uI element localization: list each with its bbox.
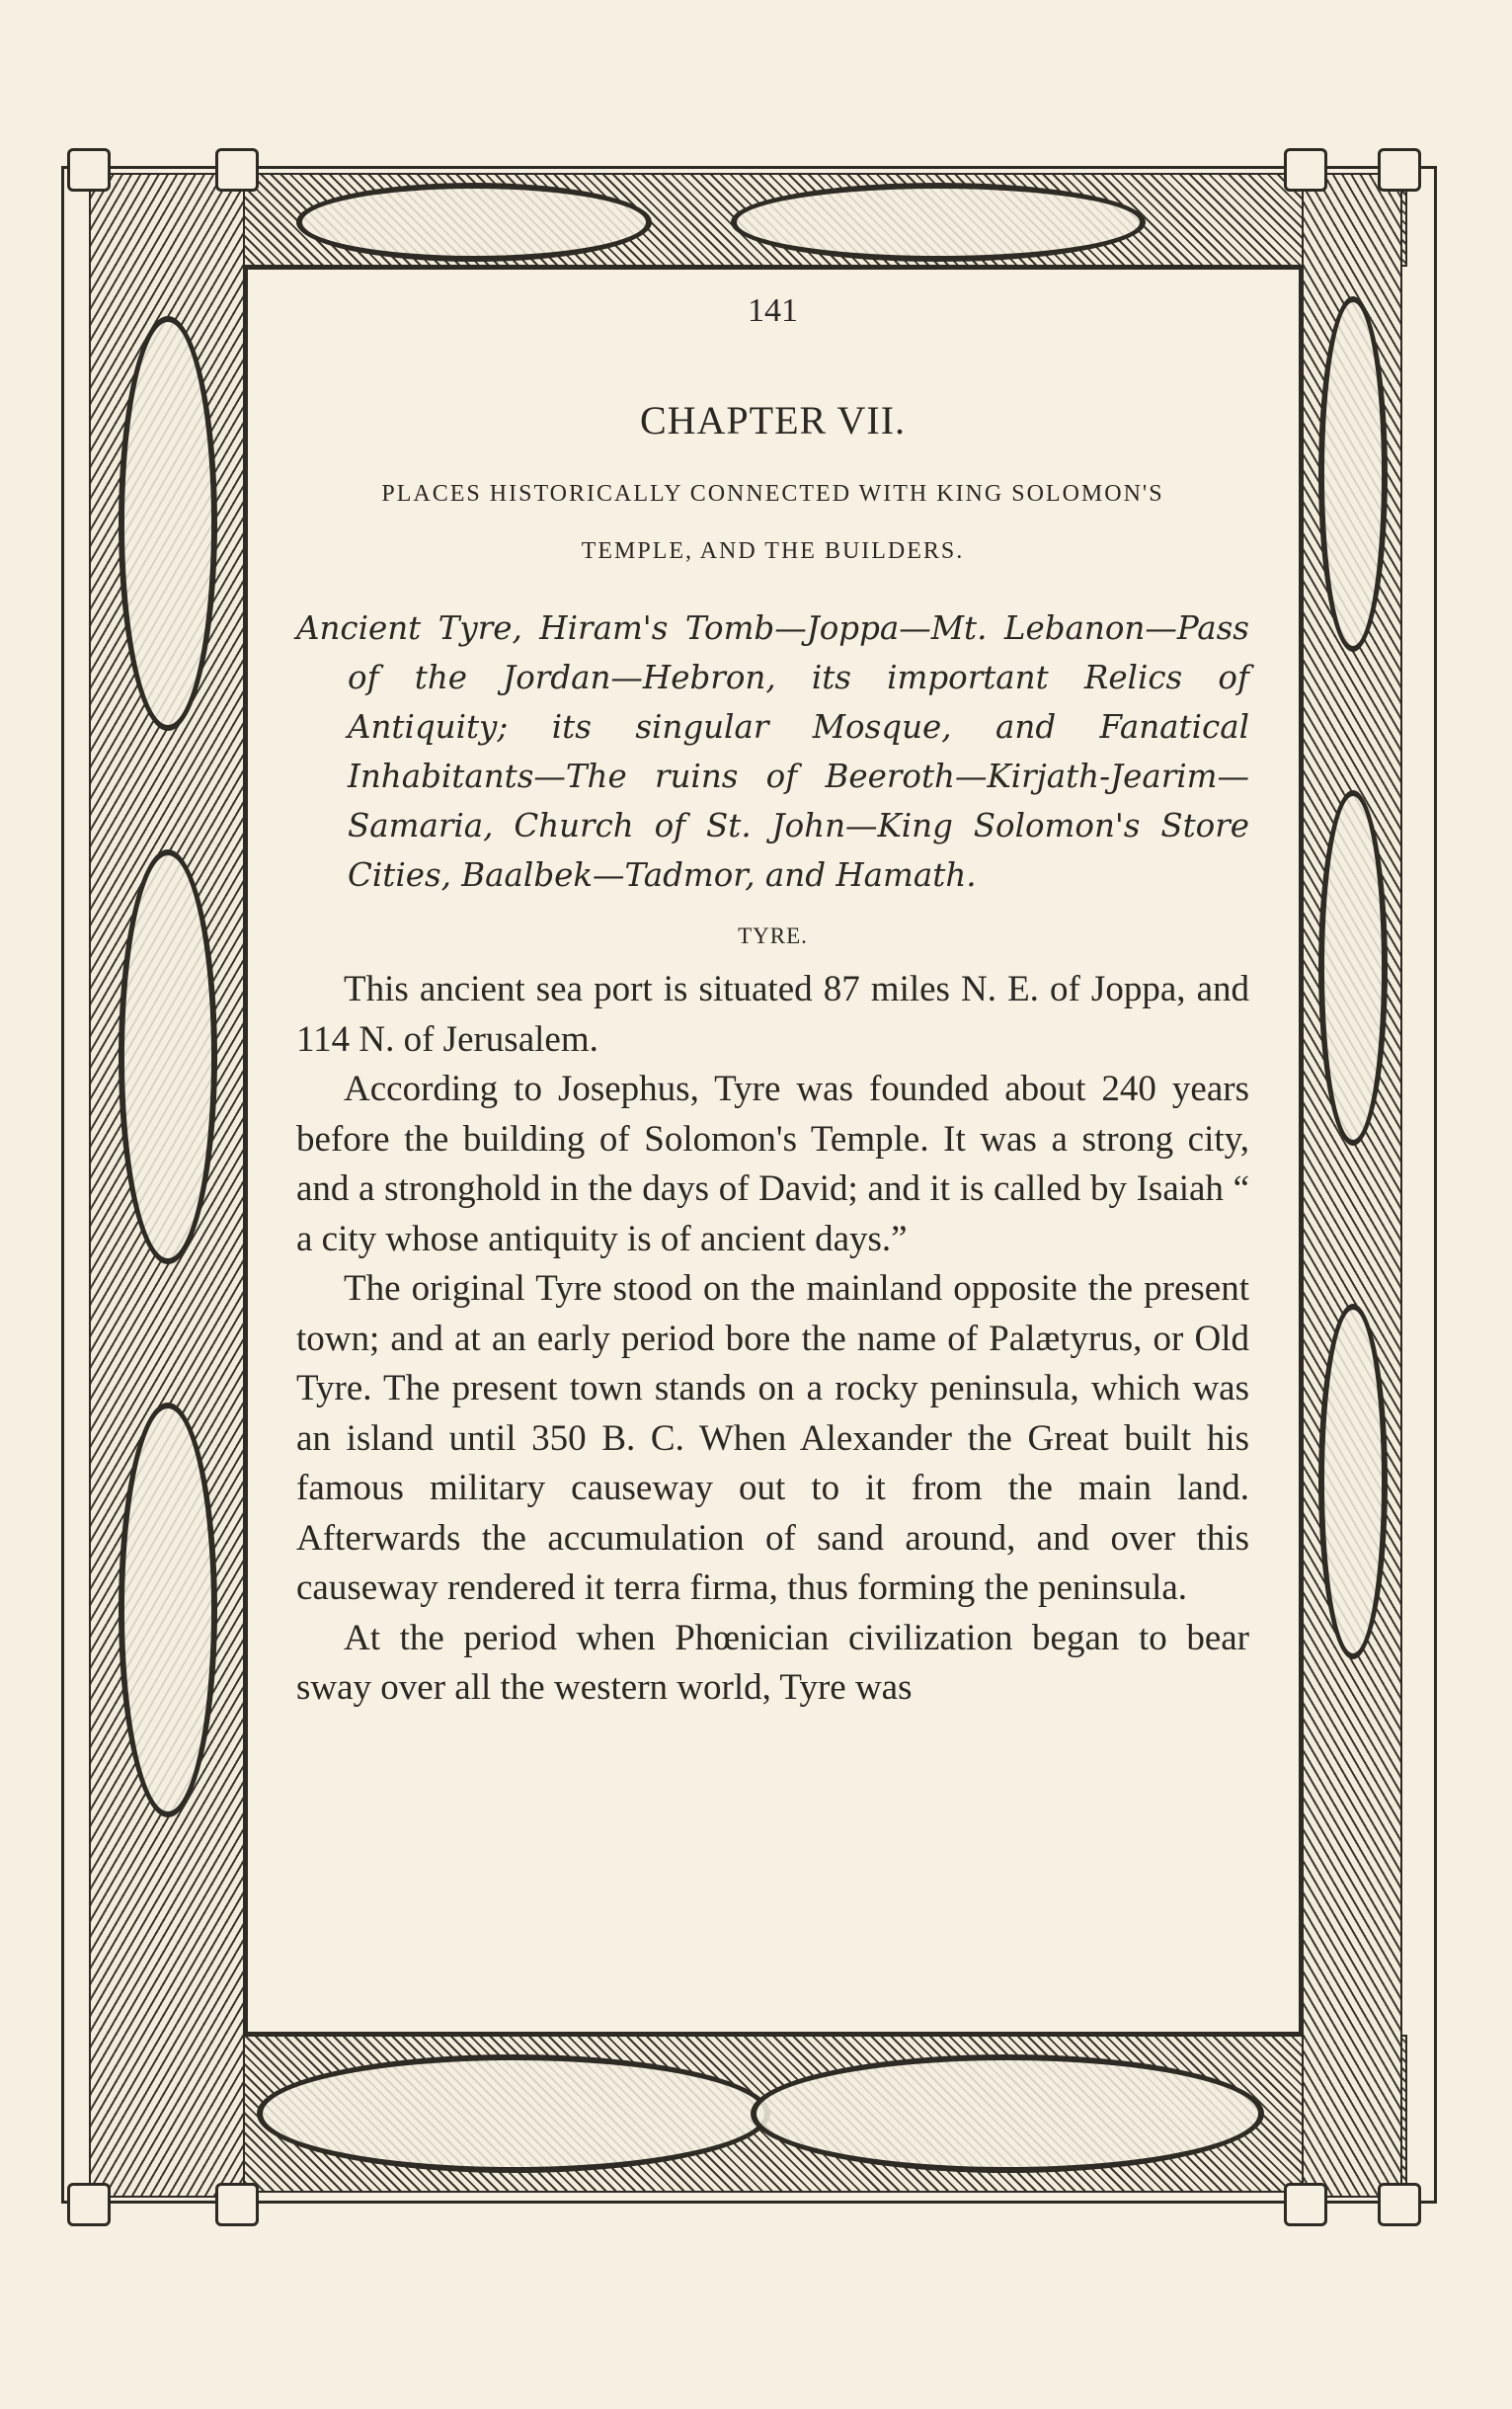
corner-ornament-icon bbox=[215, 148, 259, 192]
page-number: 141 bbox=[748, 292, 798, 329]
vine-ornament-icon bbox=[119, 316, 217, 731]
body-paragraph: At the period when Phœnician civilization began to bear sway over all the western world, Tyre was bbox=[296, 1617, 1249, 1708]
vine-ornament-icon bbox=[731, 183, 1146, 262]
body-paragraph: The original Tyre stood on the mainland opposite the present town; and at an early period bore the name of Palætyrus, or Old Tyre. The present town stands on a rocky peninsula, which was an island until 350 B. C. When Alexander the Great built his famous military causeway out to it from the main land. Afterwards the accumulation of sand around, and over this causeway rendered it terra firma, thus forming the peninsula. bbox=[296, 1268, 1249, 1608]
corner-ornament-icon bbox=[1378, 148, 1421, 192]
corner-ornament-icon bbox=[67, 148, 111, 192]
page-content bbox=[296, 291, 1249, 1714]
corner-ornament-icon bbox=[67, 2183, 111, 2226]
chapter-summary: Ancient Tyre, Hiram's Tomb—Joppa—Mt. Lebanon—Pass of the Jordan—Hebron, its important Relics of Antiquity; its singular Mosque, and Fanatical Inhabitants—The ruins of Beeroth—Kirjath-Jearim—Samaria, Church of St. John—King Solomon's Store Cities, Baalbek—Tadmor, and Hamath. bbox=[296, 609, 1249, 894]
vine-ornament-icon bbox=[296, 183, 652, 262]
corner-ornament-icon bbox=[215, 2183, 259, 2226]
corner-ornament-icon bbox=[1284, 2183, 1327, 2226]
vine-ornament-icon bbox=[119, 1403, 217, 1817]
vine-ornament-icon bbox=[1318, 790, 1388, 1146]
chapter-subtitle bbox=[296, 465, 1249, 580]
vine-ornament-icon bbox=[1318, 1304, 1388, 1659]
vine-ornament-icon bbox=[1318, 296, 1388, 652]
section-heading: TYRE. bbox=[738, 923, 808, 948]
body-paragraph: According to Josephus, Tyre was founded about 240 years before the building of Solomon's Temple. It was a strong city, and a stronghold in the days of David; and it is called by Isaiah “ a city whose antiquity is of ancient days.” bbox=[296, 1069, 1249, 1259]
vine-ornament-icon bbox=[257, 2054, 770, 2173]
chapter-subtitle-line: PLACES HISTORICALLY CONNECTED WITH KING SOLOMON'S bbox=[381, 481, 1164, 507]
vine-ornament-icon bbox=[119, 849, 217, 1264]
corner-ornament-icon bbox=[1378, 2183, 1421, 2226]
chapter-title: CHAPTER VII. bbox=[639, 398, 907, 442]
corner-ornament-icon bbox=[1284, 148, 1327, 192]
chapter-subtitle-line: TEMPLE, AND THE BUILDERS. bbox=[581, 538, 965, 564]
vine-ornament-icon bbox=[751, 2054, 1264, 2173]
body-paragraph: This ancient sea port is situated 87 miles N. E. of Joppa, and 114 N. of Jerusalem. bbox=[296, 969, 1249, 1060]
